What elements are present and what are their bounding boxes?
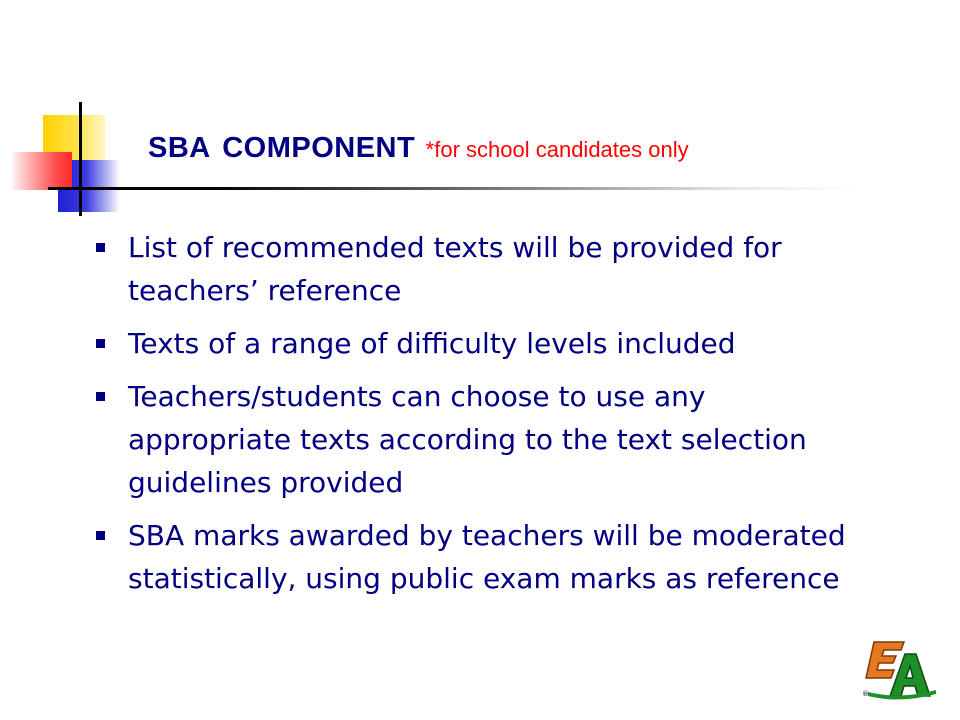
square-bullet-icon [96,392,105,401]
square-bullet-icon [96,531,105,540]
square-bullet-icon [96,339,105,348]
bullet-text: SBA marks awarded by teachers will be moderated statistically, using public exam marks as reference [128,519,846,595]
title-text: SBA COMPONENT [148,132,416,164]
bullet-text: List of recommended texts will be provided for teachers’ reference [128,231,782,307]
title-note: *for school candidates only [425,137,689,162]
logo-a-shape [890,654,930,696]
registered-mark: ® [862,690,869,698]
ea-logo-icon [860,638,940,700]
square-bullet-icon [96,243,105,252]
title-underline-rule [48,187,860,190]
bullet-list [96,226,876,610]
list-item [96,514,876,600]
bullet-text: Texts of a range of difficulty levels included [128,327,736,360]
slide-title [148,132,908,165]
red-bar-decoration [10,152,72,190]
bullet-text: Teachers/students can choose to use any appropriate texts according to the text selection guidelines provided [128,380,807,499]
list-item [96,226,876,312]
vertical-rule [79,102,82,216]
list-item [96,322,876,365]
corner-decoration [0,0,220,230]
list-item [96,375,876,504]
